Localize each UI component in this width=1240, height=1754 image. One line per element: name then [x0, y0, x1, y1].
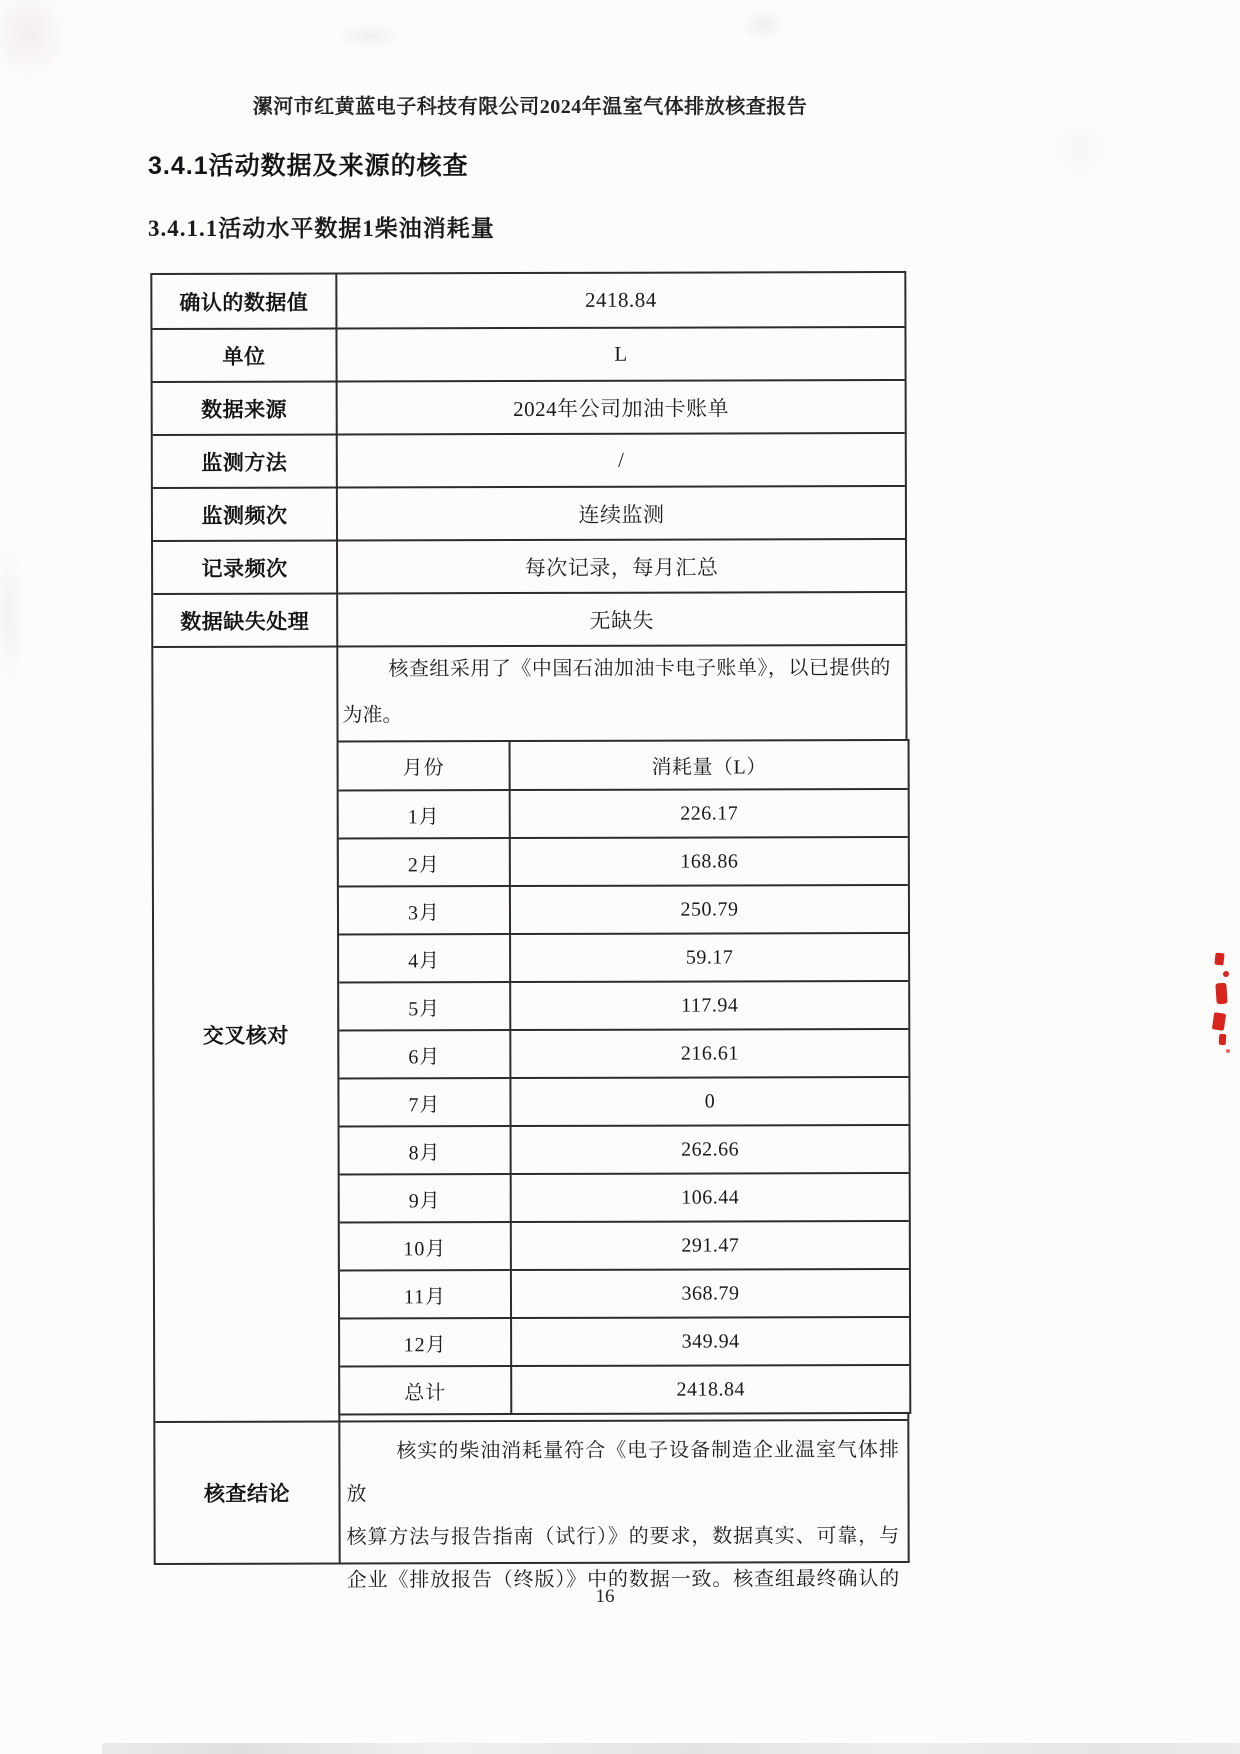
- table-row-month: [339, 980, 908, 1029]
- row-value: /: [618, 447, 625, 472]
- value-cell: 117.94: [681, 993, 739, 1017]
- cross-check-note-line2: 为准。: [342, 704, 403, 727]
- month-cell: 8月: [340, 1127, 512, 1173]
- red-ink-mark: [1219, 1034, 1227, 1045]
- red-ink-mark: [1215, 983, 1227, 1005]
- section-heading: 3.4.1活动数据及来源的核查: [148, 152, 469, 180]
- table-row-data-source: [153, 379, 905, 434]
- month-cell: 9月: [340, 1175, 512, 1221]
- column-header-month: 月份: [339, 742, 511, 789]
- cross-check-label: 交叉核对: [153, 648, 340, 1421]
- row-label: 记录频次: [153, 542, 338, 593]
- scan-smudge: [0, 540, 26, 690]
- month-cell: 2月: [339, 839, 511, 885]
- value-cell: 106.44: [681, 1185, 740, 1209]
- row-value: 每次记录，每月汇总: [524, 555, 719, 580]
- table-row-month: [340, 1124, 909, 1173]
- table-row-month: [340, 1172, 909, 1221]
- scan-smudge: [0, 0, 68, 81]
- value-cell: 216.61: [680, 1041, 739, 1065]
- table-row-month: [340, 1316, 909, 1365]
- month-cell: 4月: [339, 935, 511, 981]
- row-value: 2418.84: [584, 287, 657, 312]
- value-cell: 0: [704, 1090, 716, 1113]
- conclusion-line: 核实的柴油消耗量符合《电子设备制造企业温室气体排放: [346, 1439, 900, 1506]
- table-row-month: [340, 1268, 909, 1317]
- table-row-monitoring-method: [153, 432, 905, 487]
- table-row-confirmed-value: [152, 273, 904, 328]
- cross-check-note-line1: 核查组采用了《中国石油加油卡电子账单》，以已提供的: [388, 657, 891, 681]
- row-value: 2024年公司加油卡账单: [513, 395, 730, 421]
- subsection-heading: 3.4.1.1活动水平数据1柴油消耗量: [148, 216, 495, 241]
- month-cell: 7月: [339, 1079, 511, 1125]
- total-label-cell: 总计: [340, 1367, 512, 1413]
- value-cell: 368.79: [681, 1281, 740, 1305]
- row-value: L: [614, 341, 628, 366]
- conclusion-row: [155, 1419, 907, 1592]
- red-ink-mark: [1214, 953, 1224, 966]
- value-cell: 226.17: [680, 801, 739, 825]
- value-cell: 250.79: [680, 897, 739, 921]
- table-row-month: [339, 932, 908, 981]
- month-cell: 11月: [340, 1271, 512, 1317]
- red-ink-mark: [1223, 971, 1229, 977]
- scanner-shadow-band: [102, 1743, 1240, 1754]
- table-row-total: [340, 1364, 909, 1413]
- value-cell: 59.17: [685, 945, 734, 969]
- monthly-consumption-table: [337, 739, 912, 1415]
- conclusion-body: [340, 1421, 907, 1592]
- column-header-consumption: 消耗量（L）: [651, 756, 767, 779]
- conclusion-line: 企业《排放报告（终版）》中的数据一致。核查组最终确认的: [346, 1568, 900, 1592]
- conclusion-line: 核算方法与报告指南（试行）》的要求，数据真实、可靠，与: [346, 1525, 900, 1549]
- cross-check-body: [338, 646, 907, 1420]
- document-header: 漯河市红黄蓝电子科技有限公司2024年温室气体排放核查报告: [252, 96, 808, 118]
- page-number: 16: [595, 1586, 615, 1607]
- row-value: 连续监测: [578, 502, 665, 527]
- month-cell: 10月: [340, 1223, 512, 1269]
- diesel-spec-table: [150, 271, 909, 1592]
- month-cell: 12月: [340, 1319, 512, 1365]
- row-label: 单位: [152, 330, 337, 381]
- total-value-cell: 2418.84: [676, 1377, 746, 1401]
- month-cell: 3月: [339, 887, 511, 933]
- row-label: 监测频次: [153, 489, 338, 540]
- red-ink-mark: [1226, 1049, 1230, 1053]
- scan-smudge: [740, 8, 786, 42]
- table-row-month: [339, 836, 908, 885]
- month-cell: 5月: [339, 983, 511, 1029]
- row-label: 监测方法: [153, 436, 338, 487]
- table-row-month: [339, 884, 908, 933]
- value-cell: 168.86: [680, 849, 739, 873]
- table-row-unit: [152, 326, 904, 381]
- row-label: 数据来源: [153, 383, 338, 434]
- table-row-month: [339, 1076, 908, 1125]
- month-cell: 6月: [339, 1031, 511, 1077]
- table-row-record-frequency: [153, 538, 905, 593]
- row-label: 确认的数据值: [152, 275, 337, 328]
- value-cell: 262.66: [681, 1137, 740, 1161]
- red-ink-mark: [1212, 1012, 1226, 1031]
- conclusion-label: 核查结论: [155, 1422, 340, 1562]
- row-value: 无缺失: [589, 608, 655, 633]
- table-row-month: [340, 1220, 909, 1269]
- month-cell: 1月: [339, 791, 511, 837]
- scan-smudge: [335, 22, 405, 50]
- cross-check-row: [153, 644, 907, 1421]
- value-cell: 349.94: [681, 1329, 740, 1353]
- table-row-month: [339, 788, 908, 837]
- table-row-month: [339, 1028, 908, 1077]
- monthly-table-header: [339, 741, 908, 789]
- table-row-monitoring-frequency: [153, 485, 905, 540]
- row-label: 数据缺失处理: [153, 595, 338, 646]
- scan-smudge: [1050, 120, 1110, 180]
- value-cell: 291.47: [681, 1233, 740, 1257]
- table-row-missing-data-handling: [153, 591, 905, 646]
